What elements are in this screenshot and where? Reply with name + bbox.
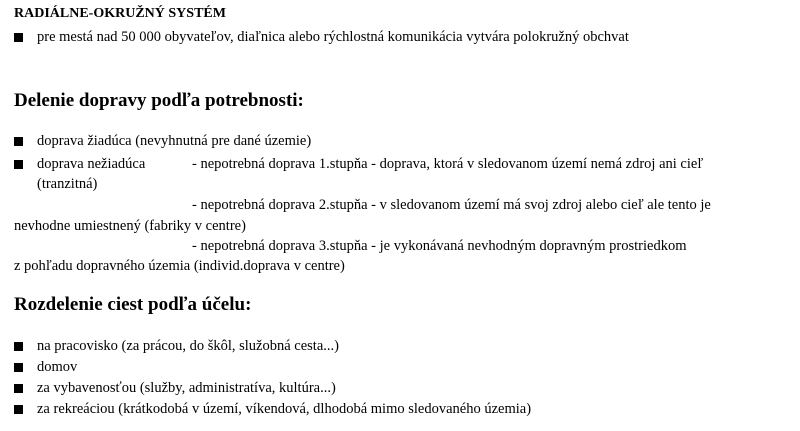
list-item: na pracovisko (za prácou, do škôl, služobná cesta...) xyxy=(37,338,339,354)
stupen-1-line: - nepotrebná doprava 1.stupňa - doprava, ktorá v sledovanom území nemá zdroj ani cieľ xyxy=(192,156,704,172)
square-bullet-icon xyxy=(14,160,23,169)
square-bullet-icon xyxy=(14,384,23,393)
square-bullet-icon xyxy=(14,405,23,414)
stupen-3-line: - nepotrebná doprava 3.stupňa - je vykonávaná nevhodným dopravným prostriedkom xyxy=(192,238,687,254)
square-bullet-icon xyxy=(14,137,23,146)
stupen-2-cont: nevhodne umiestnený (fabriky v centre) xyxy=(14,218,246,234)
list-item: za rekreáciou (krátkodobá v území, víkendová, dlhodobá mimo sledovaného územia) xyxy=(37,401,532,417)
list-item: za vybavenosťou (služby, administratíva, kultúra...) xyxy=(37,380,336,396)
radial-line: pre mestá nad 50 000 obyvateľov, diaľnica alebo rýchlostná komunikácia vytvára polokružný obchvat xyxy=(37,29,629,45)
radial-heading: RADIÁLNE-OKRUŽNÝ SYSTÉM xyxy=(14,6,226,21)
square-bullet-icon xyxy=(14,342,23,351)
rozdelenie-heading: Rozdelenie ciest podľa účelu: xyxy=(14,294,252,315)
delenie-item-ziaduca: doprava žiadúca (nevyhnutná pre dané územie) xyxy=(37,133,312,149)
stupen-2-line: - nepotrebná doprava 2.stupňa - v sledovanom území má svoj zdroj alebo cieľ ale tento je xyxy=(192,197,711,213)
square-bullet-icon xyxy=(14,363,23,372)
delenie-item-neziaduca-cont: (tranzitná) xyxy=(37,176,98,192)
list-item: domov xyxy=(37,359,78,375)
delenie-item-neziaduca: doprava nežiadúca xyxy=(37,156,146,172)
square-bullet-icon xyxy=(14,33,23,42)
stupen-3-cont: z pohľadu dopravného územia (individ.doprava v centre) xyxy=(14,258,345,274)
delenie-heading: Delenie dopravy podľa potrebnosti: xyxy=(14,90,304,111)
